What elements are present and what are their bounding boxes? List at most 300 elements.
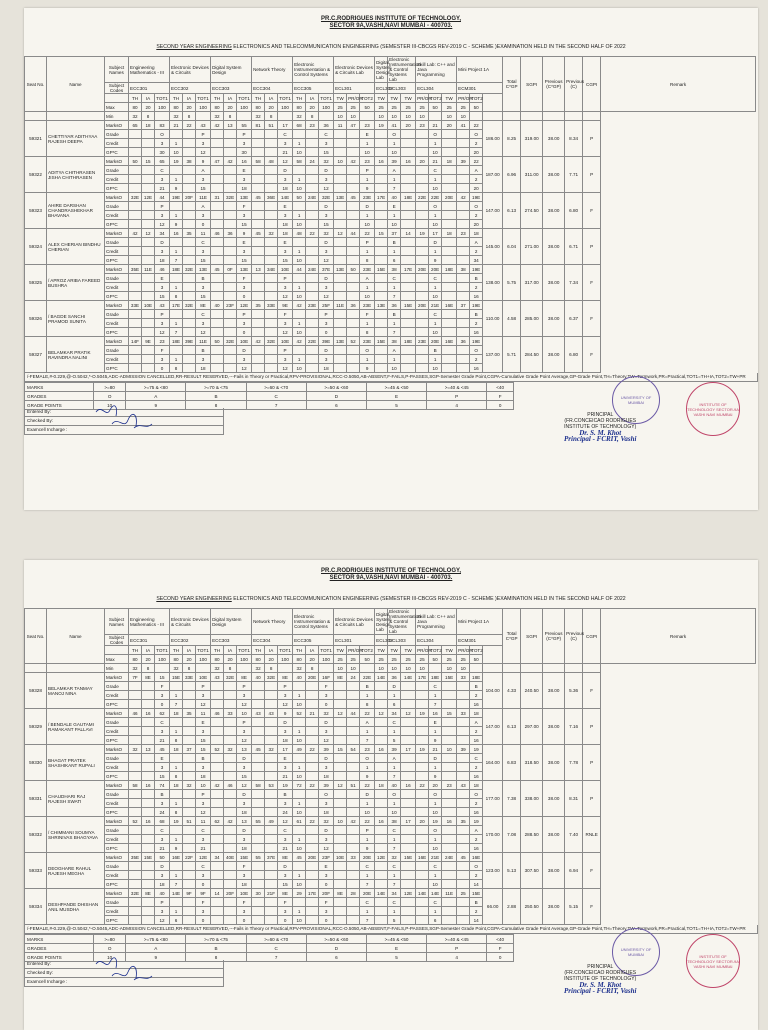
score-cell: 1 bbox=[388, 799, 401, 808]
subject-codes-label: Subject Codes bbox=[105, 635, 129, 646]
score-cell: 24 bbox=[155, 808, 170, 817]
score-cell bbox=[416, 772, 429, 781]
score-cell: F bbox=[278, 898, 293, 907]
score-cell: 1 bbox=[388, 835, 401, 844]
score-cell bbox=[306, 256, 319, 265]
score-cell: 1 bbox=[170, 691, 183, 700]
score-cell: 10 bbox=[429, 808, 442, 817]
score-cell bbox=[224, 292, 237, 301]
score-cell: D bbox=[319, 826, 334, 835]
score-cell: 15 bbox=[278, 256, 293, 265]
remark-value: P bbox=[583, 121, 601, 157]
column-header: IA bbox=[183, 94, 196, 103]
score-cell: 41 bbox=[388, 121, 401, 130]
score-cell bbox=[375, 355, 388, 364]
score-cell bbox=[211, 835, 224, 844]
score-cell bbox=[401, 355, 416, 364]
score-cell: 10 bbox=[334, 157, 347, 166]
score-cell bbox=[416, 835, 429, 844]
score-cell bbox=[183, 691, 196, 700]
score-cell bbox=[265, 346, 278, 355]
score-cell bbox=[347, 148, 360, 157]
score-cell bbox=[401, 718, 416, 727]
score-cell bbox=[416, 274, 429, 283]
score-cell bbox=[129, 808, 142, 817]
score-cell bbox=[457, 364, 470, 373]
row-label: Grade bbox=[105, 898, 129, 907]
total-header: Total C*GP bbox=[503, 57, 521, 112]
score-cell bbox=[334, 346, 347, 355]
seat-number: 59321 bbox=[25, 121, 47, 157]
score-cell bbox=[129, 772, 142, 781]
prevc-value: 38.00 bbox=[543, 817, 565, 853]
score-cell bbox=[170, 862, 183, 871]
initials-signature bbox=[94, 956, 154, 986]
score-cell bbox=[252, 202, 265, 211]
score-cell bbox=[265, 364, 278, 373]
score-cell bbox=[416, 292, 429, 301]
score-cell bbox=[252, 355, 265, 364]
min-value: 8 bbox=[306, 664, 319, 673]
score-cell: 14 bbox=[470, 880, 483, 889]
score-cell: E bbox=[278, 202, 293, 211]
row-label: GP*C bbox=[105, 880, 129, 889]
score-cell: 24E bbox=[306, 265, 319, 274]
table-row bbox=[25, 220, 756, 229]
row-label: MarksO bbox=[105, 301, 129, 310]
score-cell: F bbox=[319, 682, 334, 691]
score-cell bbox=[211, 844, 224, 853]
column-header: PR/OR bbox=[348, 95, 363, 101]
score-cell: 46 bbox=[211, 709, 224, 718]
score-cell bbox=[347, 916, 360, 925]
score-cell: 9 bbox=[360, 844, 375, 853]
max-value: 25 bbox=[442, 103, 457, 112]
score-cell: 35E bbox=[129, 265, 142, 274]
score-cell: 72 bbox=[293, 781, 306, 790]
max-value: 100 bbox=[319, 103, 334, 112]
max-value: 50 bbox=[470, 655, 483, 664]
score-cell bbox=[442, 916, 457, 925]
score-cell bbox=[306, 202, 319, 211]
score-cell: 10 bbox=[293, 916, 306, 925]
table-row bbox=[25, 274, 756, 283]
score-cell bbox=[252, 754, 265, 763]
min-value bbox=[319, 664, 334, 673]
min-value: 32 bbox=[129, 664, 142, 673]
column-header: TH bbox=[293, 94, 306, 103]
score-cell bbox=[401, 310, 416, 319]
score-cell bbox=[265, 700, 278, 709]
table-row bbox=[25, 301, 756, 310]
column-header: IA bbox=[265, 646, 278, 655]
subject-code: ECL303 bbox=[388, 635, 416, 646]
prev-value: 250.50 bbox=[521, 889, 543, 925]
score-cell: 6 bbox=[388, 700, 401, 709]
score-cell: 61 bbox=[293, 817, 306, 826]
min-value bbox=[237, 664, 252, 673]
min-value: 10 bbox=[401, 112, 416, 121]
score-cell bbox=[224, 148, 237, 157]
score-cell: A bbox=[388, 166, 401, 175]
score-cell: 17 bbox=[278, 745, 293, 754]
score-cell: 10 bbox=[429, 148, 442, 157]
score-cell bbox=[457, 826, 470, 835]
total-value: 186.00 bbox=[483, 121, 503, 157]
score-cell bbox=[129, 691, 142, 700]
score-cell: 41 bbox=[457, 121, 470, 130]
score-cell bbox=[457, 184, 470, 193]
score-cell bbox=[347, 184, 360, 193]
max-value: 100 bbox=[319, 655, 334, 664]
score-cell: F bbox=[278, 310, 293, 319]
prevc-value: 38.00 bbox=[543, 853, 565, 889]
score-cell: 21 bbox=[429, 745, 442, 754]
score-cell bbox=[170, 310, 183, 319]
min-value: 32 bbox=[252, 664, 265, 673]
score-cell: 1 bbox=[170, 355, 183, 364]
score-cell bbox=[401, 763, 416, 772]
score-cell bbox=[416, 364, 429, 373]
score-cell: 12 bbox=[196, 328, 211, 337]
min-value bbox=[360, 112, 375, 121]
score-cell bbox=[252, 826, 265, 835]
row-label: GP*C bbox=[105, 148, 129, 157]
score-cell: 11E bbox=[196, 193, 211, 202]
row-label: GP*C bbox=[105, 916, 129, 925]
score-cell bbox=[306, 310, 319, 319]
score-cell bbox=[211, 691, 224, 700]
exam-description: ELECTRONICS AND TELECOMMUNICATION ENGINEERING (SEMESTER III-CBCGS REV-2019 C - SCHEME )EXAMINATION HELD IN THE SECOND HALF OF 2022 bbox=[231, 596, 626, 602]
score-cell bbox=[457, 871, 470, 880]
score-cell: 8E bbox=[334, 673, 347, 682]
score-cell bbox=[401, 880, 416, 889]
max-value: 80 bbox=[170, 655, 183, 664]
score-cell: 8 bbox=[360, 256, 375, 265]
score-cell: C bbox=[155, 826, 170, 835]
score-cell bbox=[183, 319, 196, 328]
score-cell: D bbox=[429, 754, 442, 763]
score-cell bbox=[334, 148, 347, 157]
row-label: Grade bbox=[105, 346, 129, 355]
score-cell: P bbox=[155, 202, 170, 211]
column-header: TOT2 bbox=[430, 95, 442, 101]
score-cell: 32 bbox=[129, 745, 142, 754]
score-cell: 3 bbox=[237, 319, 252, 328]
prev-value: 297.00 bbox=[521, 709, 543, 745]
score-cell: 19 bbox=[375, 121, 388, 130]
score-cell: 44 bbox=[293, 265, 306, 274]
score-cell bbox=[442, 166, 457, 175]
score-cell bbox=[347, 835, 360, 844]
score-cell bbox=[252, 700, 265, 709]
score-cell bbox=[129, 292, 142, 301]
score-cell: 8 bbox=[170, 292, 183, 301]
score-cell: 62 bbox=[211, 817, 224, 826]
score-cell bbox=[375, 835, 388, 844]
score-cell: D bbox=[319, 274, 334, 283]
score-cell: P bbox=[196, 130, 211, 139]
score-cell bbox=[375, 211, 388, 220]
score-cell: 3 bbox=[237, 211, 252, 220]
row-label: Credit bbox=[105, 319, 129, 328]
student-name: / BENDALE GAUTAMI RAMAKANT PALLAVI bbox=[47, 709, 105, 745]
score-cell bbox=[211, 727, 224, 736]
score-cell bbox=[457, 907, 470, 916]
column-header: TW bbox=[401, 94, 416, 103]
sgpi-value: 6.83 bbox=[503, 745, 521, 781]
score-cell: 18 bbox=[319, 808, 334, 817]
score-cell: 3 bbox=[319, 211, 334, 220]
score-cell: E bbox=[429, 718, 442, 727]
score-cell: D bbox=[155, 238, 170, 247]
score-cell bbox=[252, 718, 265, 727]
score-cell: 10 bbox=[334, 817, 347, 826]
score-cell: 13 bbox=[252, 265, 265, 274]
score-cell: 23 bbox=[360, 157, 375, 166]
score-cell: B bbox=[388, 238, 401, 247]
score-cell: 1 bbox=[170, 175, 183, 184]
score-cell: O bbox=[429, 790, 442, 799]
score-cell bbox=[211, 202, 224, 211]
min-value: 10 bbox=[457, 664, 470, 673]
max-value: 80 bbox=[252, 103, 265, 112]
scale-value: F bbox=[487, 392, 514, 401]
score-cell: 20 bbox=[442, 121, 457, 130]
score-cell: 68 bbox=[293, 121, 306, 130]
max-value: 25 bbox=[457, 655, 470, 664]
score-cell: P bbox=[237, 718, 252, 727]
scale-value: F bbox=[487, 944, 514, 953]
score-cell bbox=[224, 691, 237, 700]
score-cell: C bbox=[429, 166, 442, 175]
score-cell bbox=[375, 826, 388, 835]
score-cell: 35 bbox=[183, 709, 196, 718]
score-cell bbox=[265, 355, 278, 364]
max-value: 25 bbox=[375, 103, 388, 112]
score-cell bbox=[347, 727, 360, 736]
score-cell: 19 bbox=[470, 817, 483, 826]
score-cell bbox=[211, 754, 224, 763]
sgpi-value: 6.13 bbox=[503, 193, 521, 229]
score-cell bbox=[224, 220, 237, 229]
score-cell bbox=[347, 700, 360, 709]
score-cell bbox=[375, 844, 388, 853]
score-cell: A bbox=[360, 274, 375, 283]
score-cell bbox=[306, 220, 319, 229]
score-cell bbox=[347, 355, 360, 364]
prevc-value: 38.00 bbox=[543, 673, 565, 709]
row-label: MarksO bbox=[105, 781, 129, 790]
score-cell: 3 bbox=[319, 139, 334, 148]
score-cell: 12 bbox=[237, 736, 252, 745]
score-cell: 16E bbox=[442, 301, 457, 310]
score-cell: 34 bbox=[388, 709, 401, 718]
score-cell bbox=[442, 862, 457, 871]
score-cell: 23E bbox=[416, 337, 429, 346]
score-cell bbox=[375, 139, 388, 148]
score-cell: O bbox=[429, 826, 442, 835]
score-cell: 10 bbox=[293, 772, 306, 781]
seat-number: 59323 bbox=[25, 193, 47, 229]
score-cell: 2 bbox=[470, 907, 483, 916]
score-cell: 17 bbox=[401, 817, 416, 826]
score-cell bbox=[401, 691, 416, 700]
row-label: Credit bbox=[105, 799, 129, 808]
score-cell bbox=[347, 310, 360, 319]
score-cell bbox=[347, 799, 360, 808]
score-cell bbox=[252, 835, 265, 844]
score-cell: 10E bbox=[237, 337, 252, 346]
score-cell: 37 bbox=[457, 301, 470, 310]
score-cell bbox=[183, 202, 196, 211]
score-cell bbox=[293, 238, 306, 247]
subject-name: Digital System Design Lab bbox=[375, 609, 388, 635]
score-cell: 36 bbox=[388, 301, 401, 310]
blank-cell bbox=[583, 112, 601, 121]
score-cell: 1 bbox=[429, 763, 442, 772]
score-cell: 0 bbox=[196, 220, 211, 229]
seat-number: 59326 bbox=[25, 301, 47, 337]
score-cell: 19 bbox=[416, 229, 429, 238]
score-cell: 37 bbox=[388, 229, 401, 238]
score-cell bbox=[265, 175, 278, 184]
score-cell: 45 bbox=[252, 193, 265, 202]
score-cell bbox=[224, 826, 237, 835]
score-cell: 34 bbox=[388, 889, 401, 898]
score-cell bbox=[401, 916, 416, 925]
score-cell: O bbox=[470, 790, 483, 799]
score-cell: 18 bbox=[196, 364, 211, 373]
max-value: 100 bbox=[237, 103, 252, 112]
score-cell bbox=[224, 166, 237, 175]
score-cell: 18 bbox=[470, 229, 483, 238]
score-cell: 32 bbox=[319, 709, 334, 718]
score-cell: 1 bbox=[170, 319, 183, 328]
score-cell bbox=[265, 727, 278, 736]
score-cell bbox=[375, 808, 388, 817]
score-cell: 43 bbox=[457, 781, 470, 790]
cgpi-value: 7.71 bbox=[565, 157, 583, 193]
score-cell bbox=[129, 898, 142, 907]
score-cell bbox=[416, 355, 429, 364]
score-cell bbox=[442, 319, 457, 328]
score-cell bbox=[375, 898, 388, 907]
score-cell: 15E bbox=[442, 673, 457, 682]
score-cell bbox=[142, 274, 155, 283]
score-cell bbox=[334, 184, 347, 193]
min-value bbox=[155, 112, 170, 121]
subject-names-label: Subject Names bbox=[105, 609, 129, 635]
score-cell: 18 bbox=[442, 229, 457, 238]
remark-value: F bbox=[583, 301, 601, 337]
score-cell: D bbox=[319, 166, 334, 175]
examcell-incharge: Examcell Incharge : bbox=[24, 978, 224, 987]
score-cell: 18E bbox=[170, 337, 183, 346]
max-value: 100 bbox=[196, 655, 211, 664]
score-cell bbox=[306, 283, 319, 292]
score-cell bbox=[142, 718, 155, 727]
score-cell: 3 bbox=[278, 319, 293, 328]
score-cell: 23 bbox=[360, 121, 375, 130]
score-cell bbox=[183, 256, 196, 265]
score-cell bbox=[306, 898, 319, 907]
score-cell: P bbox=[237, 310, 252, 319]
score-cell: 1 bbox=[293, 799, 306, 808]
score-cell: 30 bbox=[155, 148, 170, 157]
score-cell: 1 bbox=[360, 763, 375, 772]
score-cell: 10 bbox=[293, 256, 306, 265]
subject-code: ECM301 bbox=[457, 635, 503, 646]
score-cell: 19E bbox=[470, 301, 483, 310]
score-cell bbox=[211, 907, 224, 916]
score-cell bbox=[129, 844, 142, 853]
row-label: GP*C bbox=[105, 772, 129, 781]
score-cell bbox=[347, 175, 360, 184]
score-cell: 7 bbox=[360, 916, 375, 925]
score-cell: 35E bbox=[129, 853, 142, 862]
remark-value: F bbox=[583, 193, 601, 229]
score-cell bbox=[183, 898, 196, 907]
sgpi-value: 6.04 bbox=[503, 229, 521, 265]
score-cell bbox=[211, 328, 224, 337]
sgpi-header: SGPI bbox=[521, 57, 543, 112]
score-cell: 2 bbox=[470, 871, 483, 880]
score-cell bbox=[442, 175, 457, 184]
max-value: 20 bbox=[306, 103, 319, 112]
score-cell bbox=[306, 139, 319, 148]
score-cell bbox=[334, 916, 347, 925]
score-cell bbox=[401, 862, 416, 871]
subject-code: ECM301 bbox=[457, 83, 503, 94]
score-cell: 14E bbox=[170, 889, 183, 898]
score-cell bbox=[252, 139, 265, 148]
score-cell: 13E bbox=[196, 265, 211, 274]
score-cell: 1 bbox=[360, 211, 375, 220]
score-cell bbox=[265, 184, 278, 193]
score-cell bbox=[375, 790, 388, 799]
min-label: Min bbox=[105, 664, 129, 673]
subject-name: Mini Project 1A bbox=[457, 609, 503, 635]
score-cell: 52 bbox=[293, 709, 306, 718]
score-cell: 0 bbox=[319, 916, 334, 925]
score-cell: 16E bbox=[470, 853, 483, 862]
min-value: 32 bbox=[293, 112, 306, 121]
score-cell: 18 bbox=[237, 184, 252, 193]
score-cell: 46 bbox=[224, 781, 237, 790]
scale-value: >=75 & <80 bbox=[126, 935, 186, 944]
score-cell bbox=[142, 184, 155, 193]
table-row bbox=[25, 907, 756, 916]
score-cell: 18E bbox=[442, 265, 457, 274]
score-cell bbox=[347, 130, 360, 139]
score-cell bbox=[265, 862, 278, 871]
subject-code: ECL302 bbox=[375, 83, 388, 94]
score-cell: 8E bbox=[278, 889, 293, 898]
score-cell: 1 bbox=[360, 691, 375, 700]
score-cell: 3 bbox=[196, 283, 211, 292]
table-row bbox=[25, 844, 756, 853]
max-value: 25 bbox=[401, 103, 416, 112]
score-cell bbox=[375, 175, 388, 184]
score-cell: 18 bbox=[237, 808, 252, 817]
row-label: MarksO bbox=[105, 745, 129, 754]
score-cell: A bbox=[196, 202, 211, 211]
score-cell: 34 bbox=[211, 853, 224, 862]
score-cell: P bbox=[360, 238, 375, 247]
table-row bbox=[25, 889, 756, 898]
scale-value: B bbox=[186, 392, 246, 401]
